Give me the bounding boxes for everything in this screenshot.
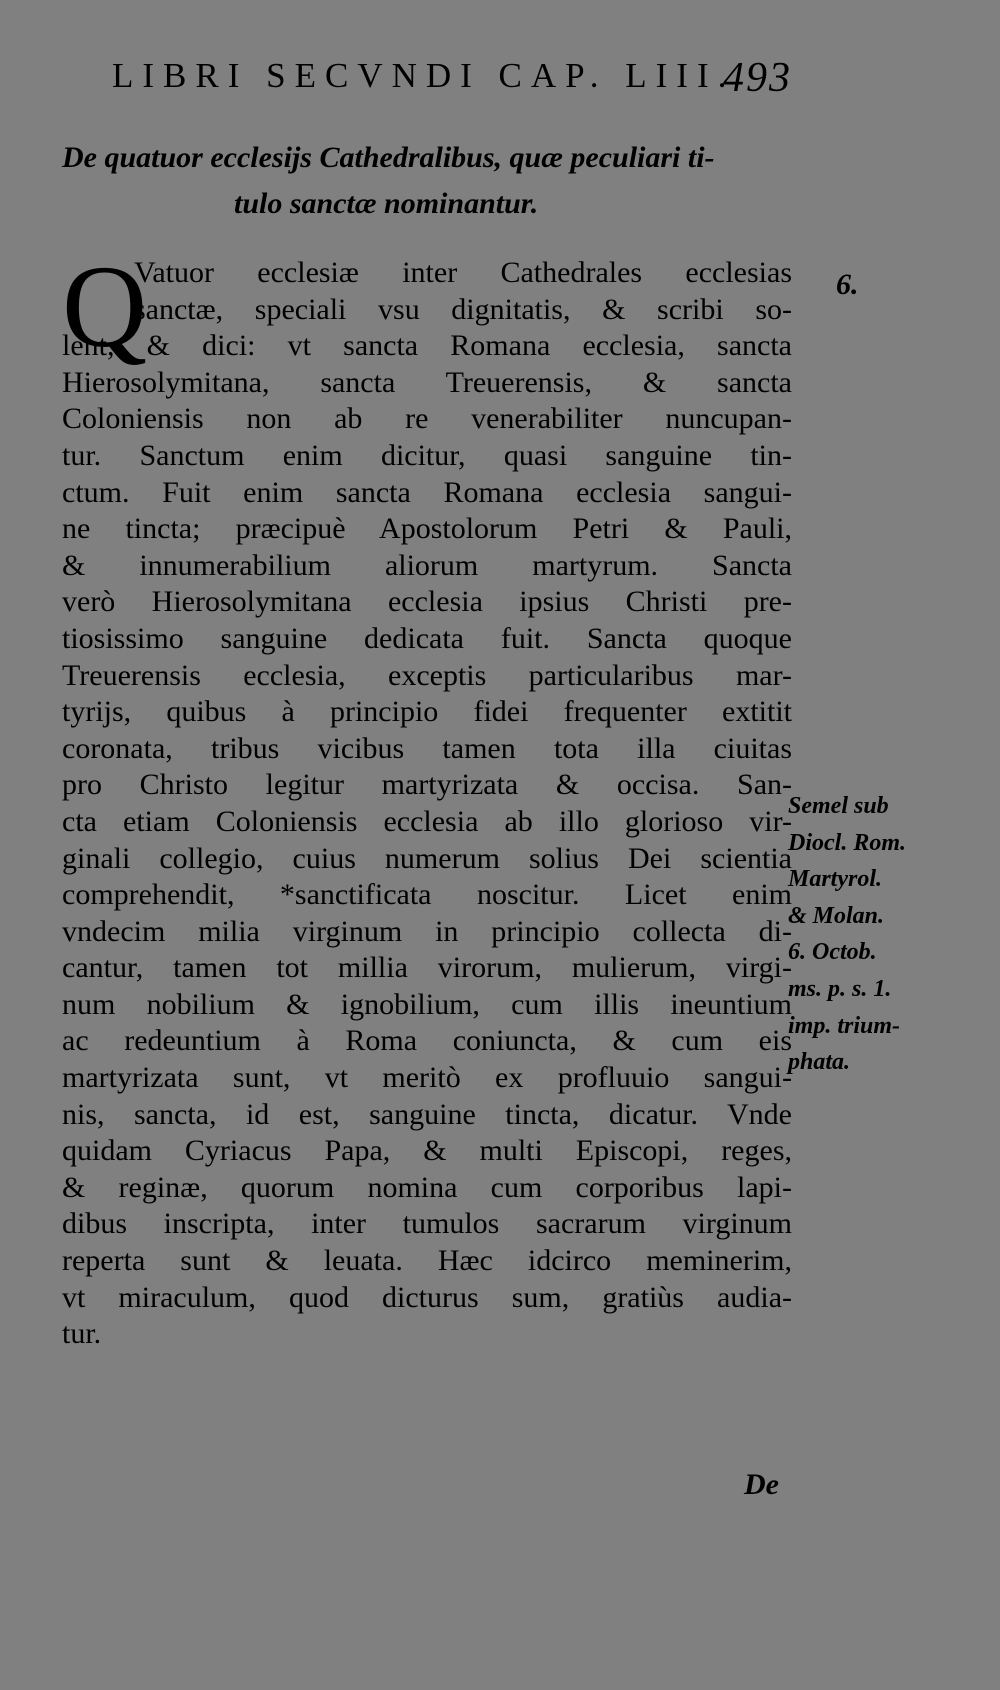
margin-note xyxy=(788,788,948,1081)
text-line: martyrizata sunt, vt meritò ex profluuio sangui- xyxy=(62,1061,792,1095)
margin-note-line: phata. xyxy=(788,1049,851,1076)
page-header xyxy=(112,56,792,104)
running-head: LIBRI SECVNDI CAP. LIII. xyxy=(112,56,736,95)
text-line: cta etiam Coloniensis ecclesia ab illo glorioso vir- xyxy=(62,804,792,838)
text-line: reperta sunt & leuata. Hæc idcirco meminerim, xyxy=(62,1244,792,1278)
drop-cap: Q xyxy=(62,241,148,372)
margin-note-line: Diocl. Rom. xyxy=(788,829,906,856)
margin-note-line: 6. Octob. xyxy=(788,939,877,966)
text-line: comprehendit, *sanctificata noscitur. Licet enim xyxy=(62,878,792,912)
margin-note-line: Semel sub xyxy=(788,793,889,819)
text-line: tur. xyxy=(62,1317,102,1351)
catchword: De xyxy=(744,1468,779,1501)
text-line: quidam Cyriacus Papa, & multi Episcopi, reges, xyxy=(62,1134,792,1168)
text-line: cantur, tamen tot millia virorum, mulierum, virgi- xyxy=(62,951,792,985)
text-line: & reginæ, quorum nomina cum corporibus lapi- xyxy=(62,1170,792,1204)
text-line: Hierosolymitana, sancta Treuerensis, & sancta xyxy=(62,365,792,399)
margin-note-line: ms. p. s. 1. xyxy=(788,975,892,1002)
text-line: pro Christo legitur martyrizata & occisa. San- xyxy=(62,768,792,802)
margin-section-number: 6. xyxy=(836,268,859,301)
text-line: verò Hierosolymitana ecclesia ipsius Christi pre- xyxy=(62,585,792,619)
page-number: 493 xyxy=(723,55,792,101)
body-text xyxy=(62,241,792,1353)
text-line: coronata, tribus vicibus tamen tota illa ciuitas xyxy=(62,731,792,765)
text-line: & innumerabilium aliorum martyrum. Sancta xyxy=(62,548,792,582)
margin-note-line: & Molan. xyxy=(788,902,885,929)
text-line: nis, sancta, id est, sanguine tincta, dicatur. Vnde xyxy=(62,1097,792,1131)
margin-note-line: imp. trium- xyxy=(788,1012,901,1039)
text-line: num nobilium & ignobilium, cum illis ineuntium xyxy=(62,987,792,1021)
text-line: ginali collegio, cuius numerum solius Dei scientia xyxy=(62,841,792,875)
text-line: dibus inscripta, inter tumulos sacrarum virginum xyxy=(62,1207,792,1241)
text-line: Coloniensis non ab re venerabiliter nuncupan- xyxy=(62,402,792,436)
chapter-title-line-1: De quatuor ecclesijs Cathedralibus, quæ peculiari ti- xyxy=(62,141,715,174)
chapter-title xyxy=(62,135,782,227)
margin-note-line: Martyrol. xyxy=(788,866,883,893)
text-line: ctum. Fuit enim sancta Romana ecclesia sangui- xyxy=(62,475,792,509)
text-line: tiosissimo sanguine dedicata fuit. Sancta quoque xyxy=(62,621,792,655)
text-line: Treuerensis ecclesia, exceptis particularibus mar- xyxy=(62,658,792,692)
text-line: vndecim milia virginum in principio collecta di- xyxy=(62,914,792,948)
chapter-title-line-2: tulo sanctæ nominantur. xyxy=(234,187,539,220)
text-line: vt miraculum, quod dicturus sum, gratiùs audia- xyxy=(62,1280,792,1314)
text-line: sanctæ, speciali vsu dignitatis, & scribi so- xyxy=(134,292,792,326)
text-line: ac redeuntium à Roma coniuncta, & cum eis xyxy=(62,1024,792,1058)
text-line: Vatuor ecclesiæ inter Cathedrales ecclesias xyxy=(134,256,792,289)
text-line: lent, & dici: vt sancta Romana ecclesia, sancta xyxy=(62,329,792,363)
text-line: tyrijs, quibus à principio fidei frequenter extitit xyxy=(62,695,792,729)
text-line: tur. Sanctum enim dicitur, quasi sanguine tin- xyxy=(62,438,792,472)
text-line: ne tincta; præcipuè Apostolorum Petri & Pauli, xyxy=(62,512,792,546)
